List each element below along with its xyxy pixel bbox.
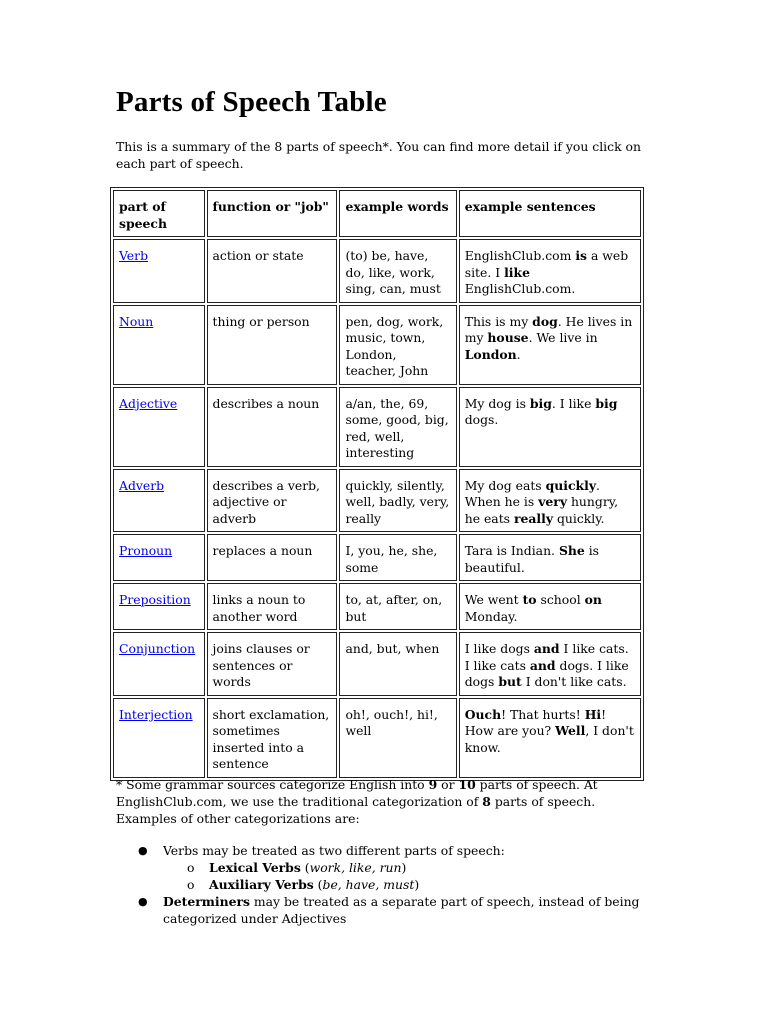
text-run: or: [437, 777, 459, 792]
table-row: [113, 387, 641, 467]
categorization-list: [116, 842, 656, 927]
bold-text: Auxiliary Verbs: [209, 877, 314, 892]
part-of-speech-link-verb[interactable]: Verb: [119, 248, 148, 263]
bold-text: London: [464, 346, 517, 362]
bold-text: like: [504, 264, 530, 280]
circle-bullet-icon: o: [187, 877, 195, 892]
text-run: dogs.: [464, 412, 499, 427]
cell-example-sentence: [459, 632, 641, 696]
table-row: [113, 469, 641, 533]
part-of-speech-link-noun[interactable]: Noun: [119, 313, 154, 329]
text-run: school: [536, 592, 585, 607]
list-item: [116, 842, 656, 893]
sub-list: [163, 859, 656, 893]
table-row: [113, 583, 641, 630]
cell-example-sentence: [459, 305, 641, 385]
cell-example-words: pen, dog, work, music, town, London, teacher, John: [339, 305, 456, 385]
text-run: My dog is: [464, 395, 530, 411]
text-run: parts of speech. Examples of other categorizations are:: [116, 794, 596, 826]
cell-example-sentence: [459, 239, 641, 303]
cell-example-words: a/an, the, 69, some, good, big, red, well, interesting: [339, 387, 456, 467]
cell-function: links a noun to another word: [207, 583, 338, 630]
part-of-speech-link-adverb[interactable]: Adverb: [119, 477, 165, 493]
italic-text: work, like, run: [309, 860, 402, 875]
list-item-text: [163, 843, 505, 858]
bold-text: house: [487, 330, 529, 345]
cell-function: short exclamation, sometimes inserted into a sentence: [207, 698, 338, 778]
text-run: ): [401, 860, 407, 875]
footnote-paragraph: [116, 776, 656, 827]
cell-function: replaces a noun: [207, 534, 338, 581]
cell-part-of-speech: [113, 583, 205, 630]
cell-function: describes a verb, adjective or adverb: [207, 469, 338, 533]
bold-text: and: [533, 641, 560, 656]
text-run: . I like: [551, 395, 596, 411]
bold-text: really: [513, 510, 554, 526]
text-run: EnglishClub.com: [464, 248, 576, 263]
bold-text: big: [529, 395, 552, 411]
text-run: ! That hurts!: [501, 706, 585, 722]
bold-text: but: [498, 674, 522, 689]
cell-example-sentence: [459, 534, 641, 581]
bold-text: to: [522, 592, 537, 607]
part-of-speech-link-interjection[interactable]: Interjection: [119, 706, 193, 722]
table-row: [113, 698, 641, 778]
text-run: We went: [464, 592, 523, 607]
bold-text: Lexical Verbs: [209, 860, 301, 875]
intro-paragraph: This is a summary of the 8 parts of speech*. You can find more detail if you click on each part of speech.: [116, 139, 641, 171]
header-example-sentences: example sentences: [459, 190, 641, 237]
cell-part-of-speech: [113, 305, 205, 385]
bold-text: quickly: [545, 477, 597, 493]
cell-function: joins clauses or sentences or words: [207, 632, 338, 696]
header-part-of-speech: part of speech: [113, 190, 205, 237]
text-run: . When he is: [464, 477, 600, 509]
sub-list-item: [163, 876, 656, 893]
bold-text: Determiners: [163, 894, 250, 909]
header-example-words: example words: [339, 190, 456, 237]
cell-example-sentence: [459, 583, 641, 630]
cell-example-words: quickly, silently, well, badly, very, really: [339, 469, 456, 533]
text-run: hungry, he eats: [464, 494, 619, 526]
text-run: I like cats. I like cats: [464, 641, 629, 673]
sub-list-item-text: [209, 860, 406, 875]
part-of-speech-link-pronoun[interactable]: Pronoun: [119, 543, 173, 558]
table-header-row: [113, 190, 641, 237]
parts-of-speech-table: [110, 187, 644, 781]
table-row: [113, 305, 641, 385]
cell-function: thing or person: [207, 305, 338, 385]
text-run: .: [516, 346, 521, 362]
cell-part-of-speech: [113, 469, 205, 533]
bold-text: dog: [532, 313, 558, 329]
list-item: [116, 893, 656, 927]
text-run: Verbs may be treated as two different parts of speech:: [163, 843, 505, 858]
cell-example-words: I, you, he, she, some: [339, 534, 456, 581]
text-run: EnglishClub.com.: [464, 281, 576, 296]
header-function: function or "job": [207, 190, 338, 237]
table-row: [113, 632, 641, 696]
text-run: I like dogs: [464, 641, 534, 656]
text-run: This is my: [464, 313, 533, 329]
text-run: ): [414, 877, 420, 892]
bold-text: 8: [482, 794, 491, 809]
bold-text: Hi: [584, 706, 602, 722]
cell-example-words: oh!, ouch!, hi!, well: [339, 698, 456, 778]
part-of-speech-link-adjective[interactable]: Adjective: [119, 395, 178, 411]
cell-part-of-speech: [113, 387, 205, 467]
categorization-list-wrap: [116, 842, 656, 927]
bullet-icon: ●: [138, 895, 148, 908]
table-row: [113, 239, 641, 303]
table-row: [113, 534, 641, 581]
bold-text: on: [584, 592, 602, 607]
text-run: dogs. I like dogs: [464, 657, 629, 689]
cell-example-words: and, but, when: [339, 632, 456, 696]
text-run: . He lives in my: [464, 313, 633, 345]
sub-list-item: [163, 859, 656, 876]
circle-bullet-icon: o: [187, 860, 195, 875]
cell-example-sentence: [459, 469, 641, 533]
cell-example-sentence: [459, 387, 641, 467]
text-run: My dog eats: [464, 477, 546, 493]
text-run: quickly.: [553, 510, 605, 526]
text-run: (: [313, 877, 323, 892]
text-run: may be treated as a separate part of speech, instead of being categorized under Adjectives: [163, 894, 640, 926]
text-run: . We live in: [528, 330, 598, 345]
italic-text: be, have, must: [322, 877, 415, 892]
cell-function: describes a noun: [207, 387, 338, 467]
table-body: [113, 239, 641, 778]
bold-text: 10: [458, 777, 476, 792]
bold-text: Ouch: [464, 706, 502, 722]
part-of-speech-link-conjunction[interactable]: Conjunction: [119, 641, 196, 656]
bold-text: very: [538, 494, 568, 509]
bold-text: She: [558, 543, 585, 558]
bold-text: is: [575, 248, 588, 263]
cell-part-of-speech: [113, 239, 205, 303]
cell-part-of-speech: [113, 698, 205, 778]
page-title: Parts of Speech Table: [116, 86, 387, 118]
cell-example-sentence: [459, 698, 641, 778]
text-run: * Some grammar sources categorize English into: [116, 777, 429, 792]
text-run: Monday.: [464, 608, 518, 624]
bullet-icon: ●: [138, 844, 148, 857]
text-run: parts of speech. At EnglishClub.com, we use the traditional categorization of: [116, 777, 598, 809]
bold-text: and: [529, 657, 556, 673]
cell-example-words: to, at, after, on, but: [339, 583, 456, 630]
cell-function: action or state: [207, 239, 338, 303]
cell-example-words: (to) be, have, do, like, work, sing, can, must: [339, 239, 456, 303]
part-of-speech-link-preposition[interactable]: Preposition: [119, 592, 191, 607]
cell-part-of-speech: [113, 632, 205, 696]
text-run: I don't like cats.: [521, 674, 627, 689]
sub-list-item-text: [209, 877, 419, 892]
bold-text: big: [595, 395, 618, 411]
text-run: a web site. I: [464, 248, 629, 280]
list-item-text: [163, 894, 639, 926]
text-run: (: [300, 860, 310, 875]
text-run: , I don't know.: [464, 723, 634, 755]
bold-text: Well: [555, 723, 586, 738]
text-run: ! How are you?: [464, 706, 607, 738]
text-run: is beautiful.: [464, 543, 600, 575]
bold-text: 9: [428, 777, 438, 792]
cell-part-of-speech: [113, 534, 205, 581]
text-run: Tara is Indian.: [464, 543, 559, 558]
